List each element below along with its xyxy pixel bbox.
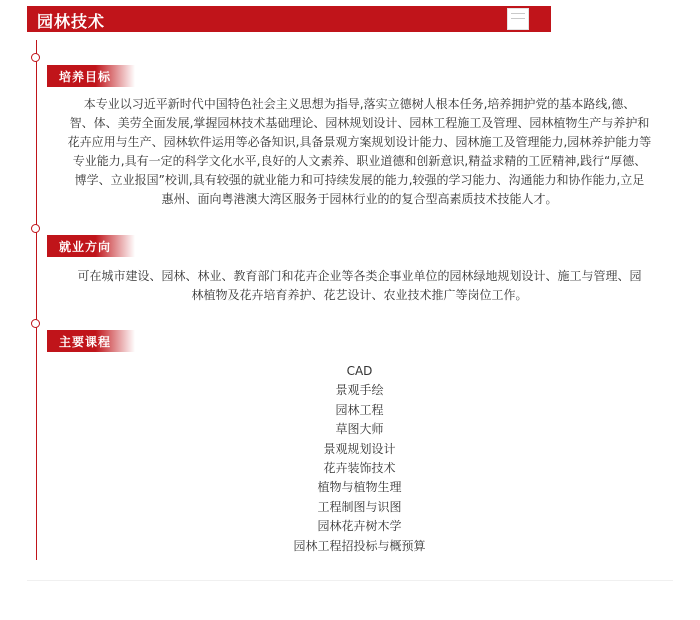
text-line: 花卉应用与生产、园林软件运用等必备知识,具备景观方案规划设计能力、园林施工及管理能力,园林养护能力等 xyxy=(67,135,652,149)
text-line: 博学、立业报国”校训,具有较强的就业能力和可持续发展的能力,较强的学习能力、沟通能力和协作能力,立足 xyxy=(74,173,645,187)
text-line: 专业能力,具有一定的科学文化水平,良好的人文素养、职业道德和创新意识,精益求精的工匠精神,践行“厚德、 xyxy=(72,154,647,168)
timeline-dot xyxy=(31,319,40,328)
timeline-line xyxy=(36,40,37,560)
course-item: 植物与植物生理 xyxy=(317,480,402,495)
school-logo-icon xyxy=(507,8,529,30)
section-tag xyxy=(47,330,135,352)
course-item: 草图大师 xyxy=(335,422,384,437)
course-list xyxy=(47,362,672,556)
section-heading: 主要课程 xyxy=(59,335,112,349)
text-line: 智、体、美劳全面发展,掌握园林技术基础理论、园林规划设计、园林工程施工及管理、园林植物生产与养护和 xyxy=(69,116,650,130)
text-line: 惠州、面向粤港澳大湾区服务于园林行业的的复合型高素质技术技能人才。 xyxy=(161,192,558,206)
page-title-bar xyxy=(27,6,551,32)
text-line: 可在城市建设、园林、林业、教育部门和花卉企业等各类企事业单位的园林绿地规划设计、施工与管理、园 xyxy=(77,269,642,283)
text-line: 林植物及花卉培育养护、花艺设计、农业技术推广等岗位工作。 xyxy=(191,288,528,302)
timeline-dot xyxy=(31,53,40,62)
section-heading: 就业方向 xyxy=(59,240,112,254)
section-tag xyxy=(47,65,135,87)
course-item: 景观规划设计 xyxy=(323,441,396,456)
timeline-dot xyxy=(31,224,40,233)
section-tag xyxy=(47,235,135,257)
course-item: 景观手绘 xyxy=(335,383,384,398)
course-item: 工程制图与识图 xyxy=(317,499,402,514)
course-item: 花卉装饰技术 xyxy=(323,460,396,475)
employment-paragraph xyxy=(47,267,672,305)
footer-divider xyxy=(27,580,673,581)
training-goal-paragraph xyxy=(47,95,672,209)
page-title: 园林技术 xyxy=(37,12,106,31)
section-heading: 培养目标 xyxy=(59,70,112,84)
course-item: 园林工程 xyxy=(335,402,384,417)
course-item: CAD xyxy=(346,364,373,378)
text-line: 本专业以习近平新时代中国特色社会主义思想为指导,落实立德树人根本任务,培养拥护党的基本路线,德、 xyxy=(83,97,636,111)
course-item: 园林工程招投标与概预算 xyxy=(293,538,426,553)
course-item: 园林花卉树木学 xyxy=(317,519,402,534)
